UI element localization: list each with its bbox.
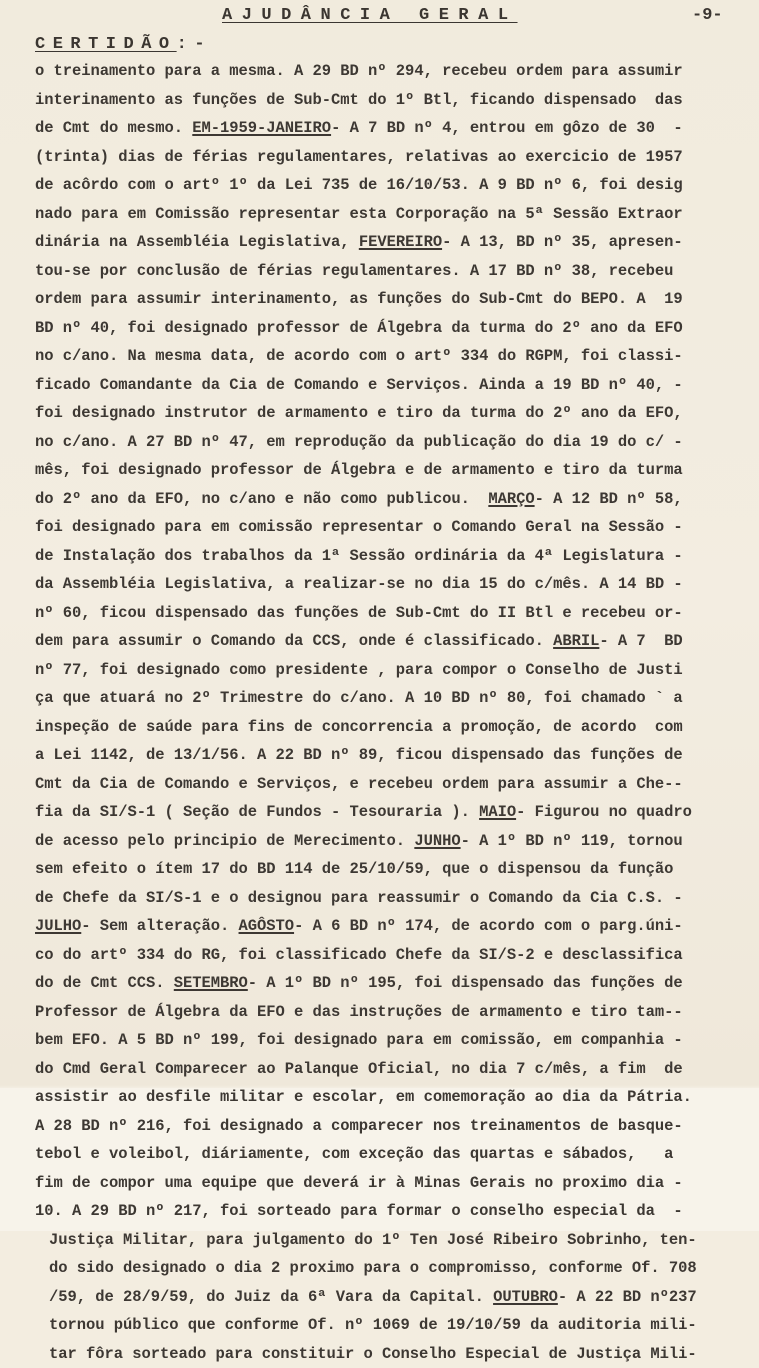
text-line [35, 770, 735, 799]
text-run: nado para em Comissão representar esta Corporação na 5ª Sessão Extraor [35, 205, 683, 223]
text-line [35, 542, 735, 571]
text-run: de Instalação dos trabalhos da 1ª Sessão ordinária da 4ª Legislatura - [35, 547, 683, 565]
text-run: - A 7 BD [599, 632, 682, 650]
month-heading: ABRIL [553, 632, 599, 650]
text-line [35, 713, 735, 742]
text-line [35, 570, 735, 599]
text-run: de Cmt do mesmo. [35, 119, 192, 137]
text-line [35, 1140, 735, 1169]
text-line [35, 1311, 735, 1340]
text-run: (trinta) dias de férias regulamentares, relativas ao exercicio de 1957 [35, 148, 683, 166]
text-line [35, 399, 735, 428]
text-run: Professor de Álgebra da EFO e das instruções de armamento e tiro tam-- [35, 1003, 683, 1021]
text-run: no c/ano. Na mesma data, de acordo com o artº 334 do RGPM, foi classi- [35, 347, 683, 365]
text-line [35, 1112, 735, 1141]
month-heading: EM-1959-JANEIRO [192, 119, 331, 137]
text-line [35, 656, 735, 685]
text-run: Cmt da Cia de Comando e Serviços, e recebeu ordem para assumir a Che-- [35, 775, 683, 793]
text-run: - A 1º BD nº 119, tornou [461, 832, 683, 850]
text-line [35, 285, 735, 314]
text-line [35, 1026, 735, 1055]
text-run: do 2º ano da EFO, no c/ano e não como publicou. [35, 490, 488, 508]
text-run: mês, foi designado professor de Álgebra e de armamento e tiro da turma [35, 461, 683, 479]
text-run: a Lei 1142, de 13/1/56. A 22 BD nº 89, ficou dispensado das funções de [35, 746, 683, 764]
month-heading: OUTUBRO [493, 1288, 558, 1306]
text-run: - A 1º BD nº 195, foi dispensado das funções de [248, 974, 683, 992]
text-run: - Sem alteração. [81, 917, 238, 935]
text-line [35, 342, 735, 371]
text-line [35, 143, 735, 172]
text-run: - A 6 BD nº 174, de acordo com o parg.úni- [294, 917, 683, 935]
text-line [35, 998, 735, 1027]
text-line [35, 1197, 735, 1226]
text-run: fia da SI/S-1 ( Seção de Fundos - Tesouraria ). [35, 803, 479, 821]
text-line [35, 86, 735, 115]
text-run: no c/ano. A 27 BD nº 47, em reprodução da publicação do dia 19 do c/ - [35, 433, 683, 451]
text-line [35, 1226, 735, 1255]
text-line [35, 912, 735, 941]
text-line [35, 1055, 735, 1084]
text-line [35, 456, 735, 485]
document-title: AJUDÂNCIA GERAL [222, 6, 518, 25]
text-run: de acôrdo com o artº 1º da Lei 735 de 16/10/53. A 9 BD nº 6, foi desig [35, 176, 683, 194]
text-run: inspeção de saúde para fins de concorrencia a promoção, de acordo com [35, 718, 683, 736]
month-heading: JULHO [35, 917, 81, 935]
text-run: do de Cmt CCS. [35, 974, 174, 992]
text-run: dem para assumir o Comando da CCS, onde é classificado. [35, 632, 553, 650]
text-run: co do artº 334 do RG, foi classificado Chefe da SI/S-2 e desclassifica [35, 946, 683, 964]
text-line [35, 941, 735, 970]
body-text [35, 57, 735, 1368]
month-heading: FEVEREIRO [359, 233, 442, 251]
text-run: tornou público que conforme Of. nº 1069 de 19/10/59 da auditoria mili- [49, 1316, 697, 1334]
text-run: tebol e voleibol, diáriamente, com exceção das quartas e sábados, a [35, 1145, 673, 1163]
section-heading [35, 35, 212, 54]
text-run: do sido designado o dia 2 proximo para o compromisso, conforme Of. 708 [49, 1259, 697, 1277]
text-line [35, 171, 735, 200]
text-run: do Cmd Geral Comparecer ao Palanque Oficial, no dia 7 c/mês, a fim de [35, 1060, 683, 1078]
text-run: sem efeito o ítem 17 do BD 114 de 25/10/59, que o dispensou da função [35, 860, 673, 878]
page-header [0, 6, 759, 30]
text-run: tar fôra sorteado para constituir o Conselho Especial de Justiça Mili- [49, 1345, 697, 1363]
month-heading: SETEMBRO [174, 974, 248, 992]
text-line [35, 827, 735, 856]
text-run: de acesso pelo principio de Merecimento. [35, 832, 414, 850]
text-line [35, 428, 735, 457]
text-line [35, 969, 735, 998]
text-run: nº 77, foi designado como presidente , para compor o Conselho de Justi [35, 661, 683, 679]
text-run: foi designado para em comissão representar o Comando Geral na Sessão - [35, 518, 683, 536]
text-run: ficado Comandante da Cia de Comando e Serviços. Ainda a 19 BD nº 40, - [35, 376, 683, 394]
text-run: - A 12 BD nº 58, [535, 490, 683, 508]
text-run: - A 22 BD nº237 [558, 1288, 697, 1306]
text-run: ordem para assumir interinamento, as funções do Sub-Cmt do BEPO. A 19 [35, 290, 683, 308]
month-heading: AGÔSTO [239, 917, 295, 935]
text-run: dinária na Assembléia Legislativa, [35, 233, 359, 251]
text-line [35, 57, 735, 86]
section-heading-suffix: :- [177, 35, 212, 54]
text-line [35, 485, 735, 514]
text-line [35, 1083, 735, 1112]
text-line [35, 855, 735, 884]
text-line [35, 1254, 735, 1283]
text-run: ça que atuará no 2º Trimestre do c/ano. A 10 BD nº 80, foi chamado ` a [35, 689, 683, 707]
text-run: Justiça Militar, para julgamento do 1º Ten José Ribeiro Sobrinho, ten- [49, 1231, 697, 1249]
section-heading-label: CERTIDÃO [35, 35, 177, 54]
text-run: - A 7 BD nº 4, entrou em gôzo de 30 - [331, 119, 683, 137]
text-line [35, 257, 735, 286]
text-run: nº 60, ficou dispensado das funções de Sub-Cmt do II Btl e recebeu or- [35, 604, 683, 622]
text-line [35, 741, 735, 770]
text-run: foi designado instrutor de armamento e tiro da turma do 2º ano da EFO, [35, 404, 683, 422]
text-run: da Assembléia Legislativa, a realizar-se no dia 15 do c/mês. A 14 BD - [35, 575, 683, 593]
month-heading: JUNHO [414, 832, 460, 850]
text-run: de Chefe da SI/S-1 e o designou para reassumir o Comando da Cia C.S. - [35, 889, 683, 907]
text-run: bem EFO. A 5 BD nº 199, foi designado para em comissão, em companhia - [35, 1031, 683, 1049]
text-run: A 28 BD nº 216, foi designado a comparecer nos treinamentos de basque- [35, 1117, 683, 1135]
text-run: - A 13, BD nº 35, apresen- [442, 233, 683, 251]
text-line [35, 884, 735, 913]
text-line [35, 1340, 735, 1368]
text-line [35, 228, 735, 257]
text-run: fim de compor uma equipe que deverá ir à Minas Gerais no proximo dia - [35, 1174, 683, 1192]
text-line [35, 599, 735, 628]
text-line [35, 371, 735, 400]
text-line [35, 1169, 735, 1198]
text-run: o treinamento para a mesma. A 29 BD nº 294, recebeu ordem para assumir [35, 62, 683, 80]
text-line [35, 513, 735, 542]
text-line [35, 684, 735, 713]
text-run: BD nº 40, foi designado professor de Álgebra da turma do 2º ano da EFO [35, 319, 683, 337]
text-run: tou-se por conclusão de férias regulamentares. A 17 BD nº 38, recebeu [35, 262, 673, 280]
text-line [35, 200, 735, 229]
text-line [35, 114, 735, 143]
text-run: assistir ao desfile militar e escolar, em comemoração ao dia da Pátria. [35, 1088, 692, 1106]
text-run: - Figurou no quadro [516, 803, 692, 821]
page-number: -9- [692, 6, 723, 25]
text-line [35, 798, 735, 827]
text-run: interinamento as funções de Sub-Cmt do 1º Btl, ficando dispensado das [35, 91, 683, 109]
text-line [35, 627, 735, 656]
text-line [35, 314, 735, 343]
text-run: /59, de 28/9/59, do Juiz da 6ª Vara da Capital. [49, 1288, 493, 1306]
text-run: 10. A 29 BD nº 217, foi sorteado para formar o conselho especial da - [35, 1202, 683, 1220]
month-heading: MARÇO [488, 490, 534, 508]
text-line [35, 1283, 735, 1312]
month-heading: MAIO [479, 803, 516, 821]
